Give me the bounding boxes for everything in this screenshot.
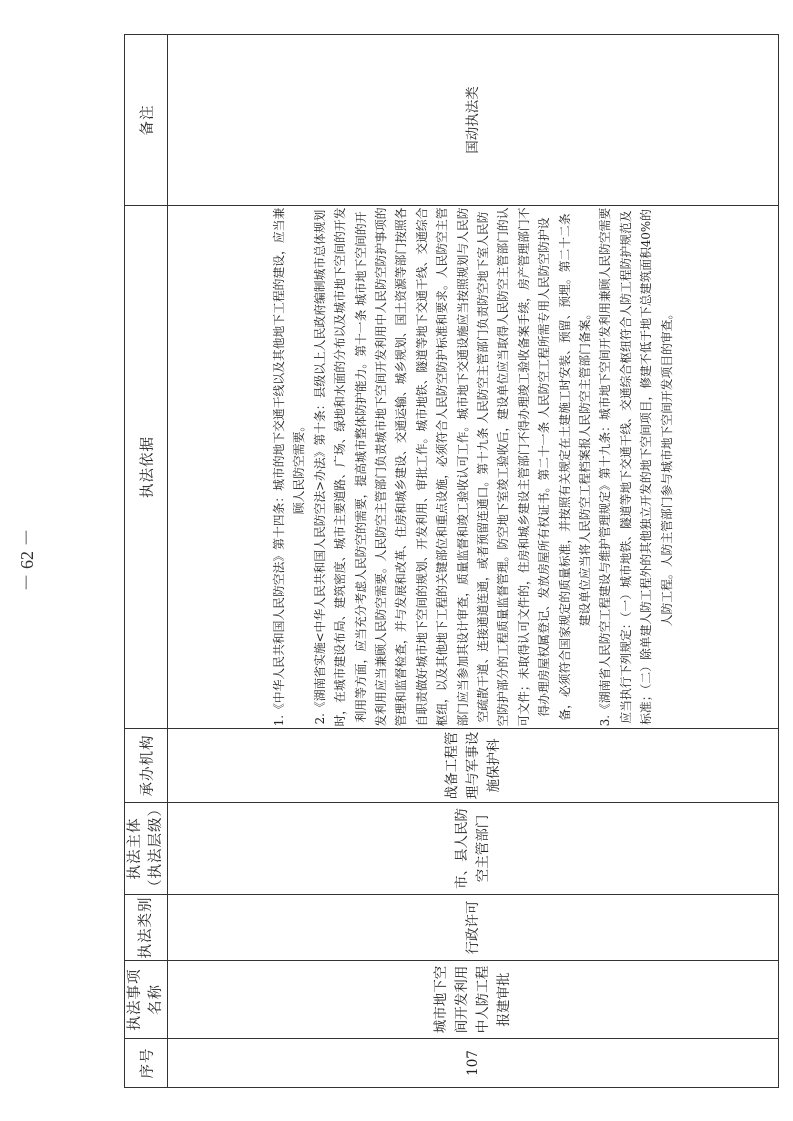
header-seq: 序号: [125, 1039, 168, 1088]
basis-paragraph-1: 1.《中华人民共和国人民防空法》第十四条：城市的地下交通干线以及其他地下工程的建设，应当兼顾人民防空需要。: [271, 207, 307, 727]
header-row: [125, 35, 168, 1088]
basis-paragraph-3: 3.《湖南省人民防空工程建设与维护管理规定》第十九条：城市地下空间开发利用兼顾人民防空需要应当执行下列规定：（一）城市地铁、隧道等地下交通干线、交通综合枢纽符合人防工程防护规范及标准；（二）除单建人防工程外的其他独立开发的地下空间项目，修建不低于地下总建筑面积40%的人防工程。人防主管部门参与城市地下空间开发项目的审查。: [598, 207, 674, 727]
page-number-box: [6, 525, 46, 595]
page-number: － 62 －: [17, 528, 37, 592]
row-subject: 市、县人民防空主管部门: [168, 803, 779, 895]
header-agency: 承办机构: [125, 729, 168, 803]
header-subject: 执法主体（执法层级）: [125, 803, 168, 895]
enforcement-table: [124, 34, 779, 1088]
rotated-table-wrapper: [124, 35, 779, 1088]
basis-paragraph-2: 2.《湖南省实施<中华人民共和国人民防空法>办法》第十条：县级以上人民政府编制城市总体规划时，在城市建设布局、建筑密度、城市主要道路、广场、绿地和水面的分布以及城市地下空间的开发利用等方面，应当充分考虑人民防空的需要，提高城市整体防护能力。第十一条 城市地下空间的开发利用应当兼顾人民防空需要。人民防空主管部门负责城市地下空间开发利用中人民防空防护事项的管理和监督检查，并与发展和改革、住房和城乡建设、交通运输、城乡规划、国土资源等部门按照各自职责做好城市地下空间的规划、开发利用、审批工作。城市地铁、隧道等地下交通干线、交通综合枢纽，以及其他地下工程的关键部位和重点设施，必须符合人民防空防护标准和要求。人民防空主管部门应当参加其设计审查，质量监督和竣工验收认可工作。城市地下交通设施应当按照规划与人民防空疏散干道、连接通道连通，或者预留连通口。第十九条 人民防空主管部门负责防空地下室人民防空防护部分的工程质量监督管理。防空地下室竣工验收后，建设单位应当取得人民防空主管部门的认可文件；未取得认可文件的，住房和城乡建设主管部门不得办理竣工验收备案手续，房产管理部门不得办理房屋权属登记、发放房屋所有权证书。第二十一条 人民防空工程所需专用人民防空防护设备，必须符合国家规定的质量标准，并按照有关规定在土建施工时安装、预留、预埋。第二十二条 建设单位应当将人民防空工程档案报人民防空主管部门备案。: [312, 207, 593, 727]
row-remark: 国动执法类: [168, 35, 779, 206]
table-row: [168, 35, 779, 1088]
row-name: 城市地下空间开发利用中人防工程报建审批: [168, 961, 779, 1039]
header-name: 执法事项名称: [125, 961, 168, 1039]
row-basis: [168, 206, 779, 729]
row-category: 行政许可: [168, 895, 779, 961]
row-seq: 107: [168, 1039, 779, 1088]
header-remark: 备注: [125, 35, 168, 206]
row-agency: 战备工程管理与军事设施保护科: [168, 729, 779, 803]
header-basis: 执法依据: [125, 206, 168, 729]
header-category: 执法类别: [125, 895, 168, 961]
